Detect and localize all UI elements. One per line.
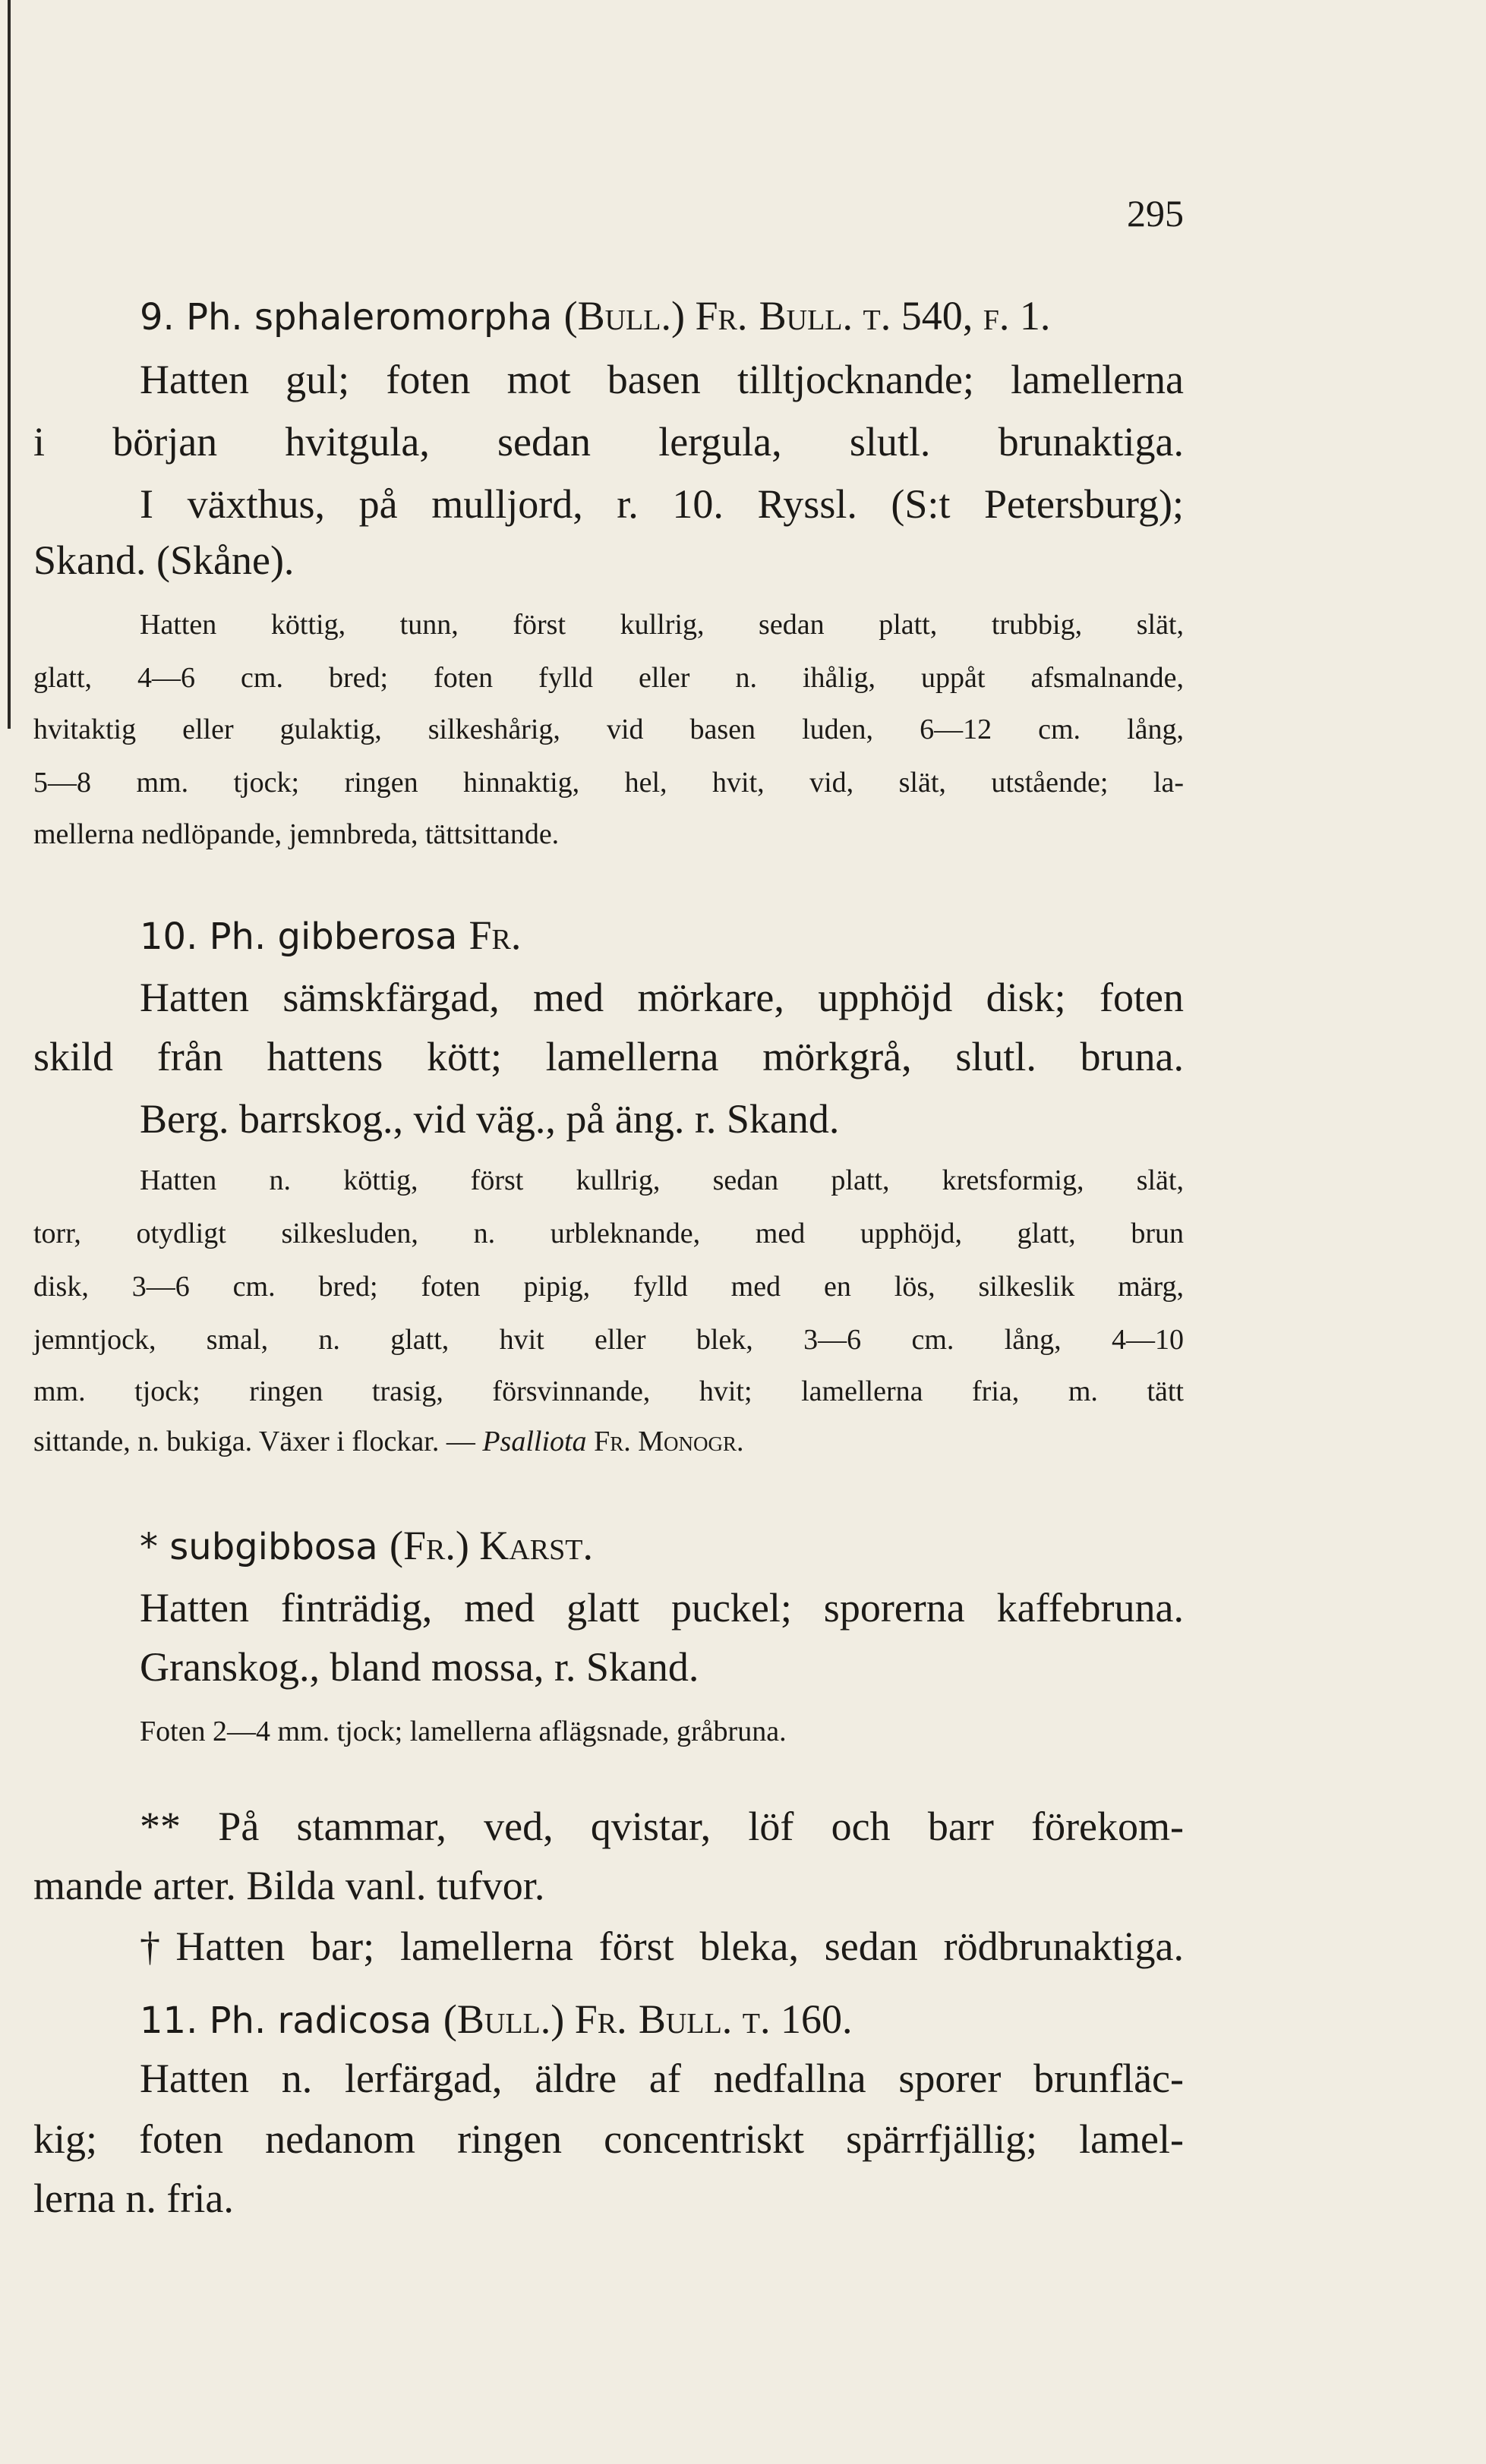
detail-text: Fr. Monogr. xyxy=(594,1426,744,1457)
detail-line: mellerna nedlöpande, jemnbreda, tättsittande. xyxy=(33,818,560,850)
species-name: gibberosa xyxy=(277,915,458,958)
entry-heading-9 xyxy=(140,293,1184,340)
author: Fr. xyxy=(469,912,522,958)
reference: Bull. t. 160. xyxy=(638,1996,853,2042)
detail-line: 5—8 mm. tjock; ringen hinnaktig, hel, hvit, vid, slät, utstående; la- xyxy=(33,767,1184,799)
double-asterisk-mark: ** xyxy=(140,1804,181,1849)
detail-line: hvitaktig eller gulaktig, silkeshårig, vid basen luden, 6—12 cm. lång, xyxy=(33,714,1184,745)
asterisk-mark: * xyxy=(140,1526,158,1568)
entry-number: 10. xyxy=(140,915,198,958)
desc-line: lerna n. fria. xyxy=(33,2176,234,2221)
detail-line: jemntjock, smal, n. glatt, hvit eller blek, 3—6 cm. lång, 4—10 xyxy=(33,1324,1184,1356)
species-name: subgibbosa xyxy=(169,1526,378,1568)
dagger-text: Hatten bar; lamellerna först bleka, sedan rödbrunaktiga. xyxy=(175,1924,1184,1969)
detail-line: disk, 3—6 cm. bred; foten pipig, fylld med en lös, silkeslik märg, xyxy=(33,1271,1184,1303)
entry-number: 9. xyxy=(140,296,175,339)
detail-line-last xyxy=(33,1424,1184,1459)
genus: Ph. xyxy=(209,1999,267,2042)
genus: Ph. xyxy=(209,915,267,958)
desc-line: skild från hattens kött; lamellerna mörkgrå, slutl. bruna. xyxy=(33,1034,1184,1079)
dagger-mark: † xyxy=(140,1924,176,1969)
detail-line: glatt, 4—6 cm. bred; foten fylld eller n. ihålig, uppåt afsmalnande, xyxy=(33,662,1184,694)
desc-line: kig; foten nedanom ringen concentriskt spärrfjällig; lamel- xyxy=(33,2116,1184,2162)
detail-line: mm. tjock; ringen trasig, försvinnande, hvit; lamellerna fria, m. tätt xyxy=(33,1375,1184,1407)
detail-line: Foten 2—4 mm. tjock; lamellerna aflägsnade, gråbruna. xyxy=(140,1716,787,1747)
author: (Bull.) Fr. xyxy=(563,293,748,339)
desc-line: I växthus, på mulljord, r. 10. Ryssl. (S:t Petersburg); xyxy=(140,481,1184,527)
group-line xyxy=(140,1802,1184,1851)
desc-line: Skand. (Skåne). xyxy=(33,537,295,583)
desc-line: Hatten gul; foten mot basen tilltjocknande; lamellerna xyxy=(140,357,1184,402)
author: (Fr.) Karst. xyxy=(389,1523,593,1568)
scan-edge-line xyxy=(8,0,11,729)
desc-line: Hatten sämskfärgad, med mörkare, upphöjd disk; foten xyxy=(140,975,1184,1020)
author: (Bull.) Fr. xyxy=(443,1996,627,2042)
detail-line: torr, otydligt silkesluden, n. urbleknande, med upphöjd, glatt, brun xyxy=(33,1218,1184,1249)
page-number: 295 xyxy=(1127,192,1184,235)
page xyxy=(33,0,1184,2464)
group-line: mande arter. Bilda vanl. tufvor. xyxy=(33,1863,545,1908)
genus-italic: Psalliota xyxy=(482,1426,587,1457)
entry-heading-11 xyxy=(140,1996,1184,2043)
detail-line: Hatten n. köttig, först kullrig, sedan platt, kretsformig, slät, xyxy=(140,1164,1184,1196)
entry-heading-10 xyxy=(140,912,1184,959)
desc-line: Granskog., bland mossa, r. Skand. xyxy=(140,1644,699,1690)
species-name: radicosa xyxy=(277,1999,432,2042)
detail-text: sittande, n. bukiga. Växer i flockar. — xyxy=(33,1426,475,1457)
reference: Bull. t. 540, f. 1. xyxy=(759,293,1051,339)
entry-number: 11. xyxy=(140,1999,198,2042)
genus: Ph. xyxy=(186,296,243,339)
detail-line: Hatten köttig, tunn, först kullrig, sedan platt, trubbig, slät, xyxy=(140,609,1184,641)
group-text: På stammar, ved, qvistar, löf och barr förekom- xyxy=(218,1804,1185,1849)
desc-line: Hatten finträdig, med glatt puckel; sporerna kaffebruna. xyxy=(140,1585,1184,1631)
dagger-line xyxy=(140,1922,1184,1971)
species-name: sphaleromorpha xyxy=(254,296,553,339)
desc-line: Berg. barrskog., vid väg., på äng. r. Skand. xyxy=(140,1096,840,1142)
desc-line: i början hvitgula, sedan lergula, slutl. brunaktiga. xyxy=(33,419,1184,465)
desc-line: Hatten n. lerfärgad, äldre af nedfallna sporer brunfläc- xyxy=(140,2056,1184,2101)
subspecies-heading xyxy=(140,1523,1184,1570)
